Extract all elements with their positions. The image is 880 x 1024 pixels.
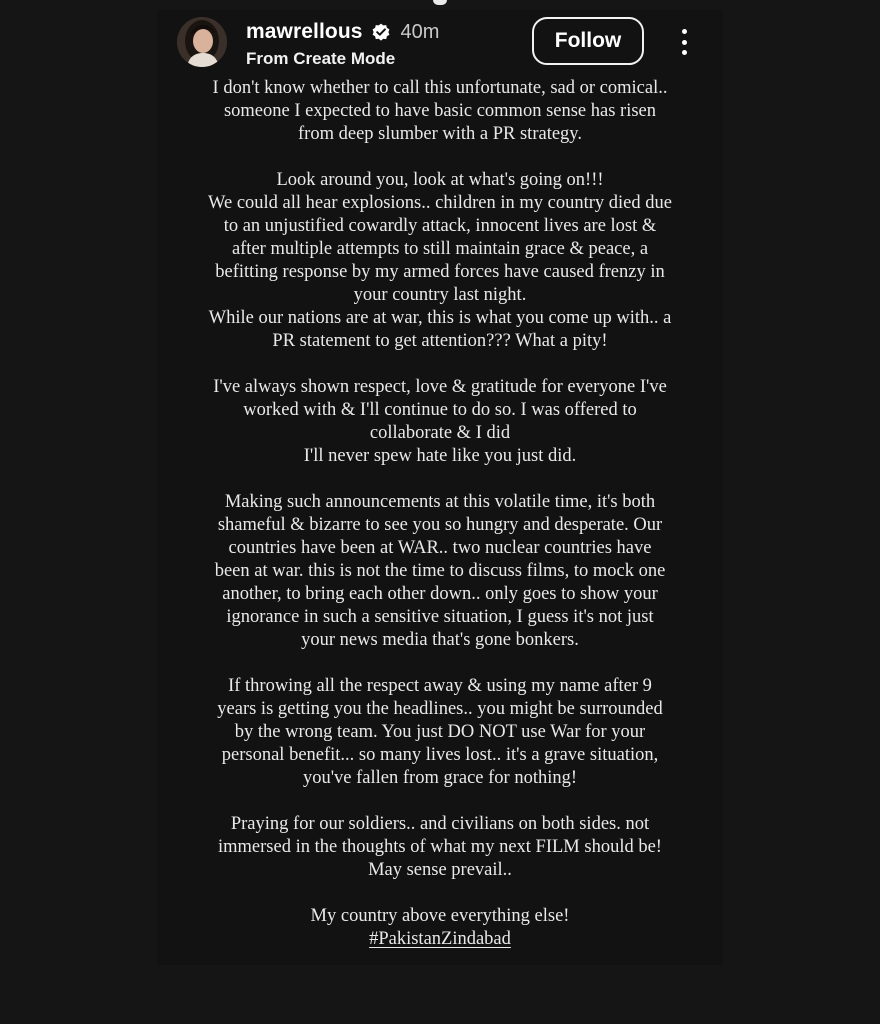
avatar[interactable] <box>177 17 227 67</box>
statement-line: May sense prevail.. <box>368 860 512 880</box>
statement-line: ignorance in such a sensitive situation, I guess it's not just <box>226 607 654 627</box>
statement-line: shameful & bizarre to see you so hungry and desperate. Our <box>217 515 663 535</box>
statement-paragraph <box>166 675 714 790</box>
statement-line: befitting response by my armed forces have caused frenzy in <box>215 262 665 282</box>
hashtag-link[interactable]: #PakistanZindabad <box>369 929 511 949</box>
username-row <box>246 19 439 45</box>
more-options-icon[interactable] <box>677 29 691 55</box>
statement-line: another, to bring each other down.. only goes to show your <box>222 584 658 604</box>
statement-paragraph <box>166 376 714 468</box>
statement-line: Look around you, look at what's going on!!! <box>276 170 604 190</box>
statement-line: someone I expected to have basic common sense has risen <box>223 101 657 121</box>
statement-paragraph <box>166 905 714 951</box>
username[interactable]: mawrellous <box>246 20 363 43</box>
post-timestamp: 40m <box>400 20 440 43</box>
statement-line: Making such announcements at this volatile time, it's both <box>224 492 656 512</box>
verified-badge-icon <box>371 22 391 42</box>
more-dot <box>682 29 687 34</box>
more-dot <box>682 40 687 45</box>
follow-button[interactable]: Follow <box>532 17 644 65</box>
statement-line: I'll never spew hate like you just did. <box>303 446 577 466</box>
statement-paragraph <box>166 77 714 146</box>
statement-paragraph <box>166 491 714 652</box>
statement-line: by the wrong team. You just DO NOT use War for your <box>234 722 646 742</box>
statement-line: We could all hear explosions.. children in my country died due <box>208 193 672 213</box>
statement-line: from deep slumber with a PR strategy. <box>298 124 582 144</box>
story-source-label: From Create Mode <box>246 49 396 68</box>
avatar-image <box>177 17 227 67</box>
statement-line: Praying for our soldiers.. and civilians on both sides. not <box>230 814 650 834</box>
statement-paragraph <box>166 813 714 882</box>
screen-notch <box>433 0 447 5</box>
statement-line: after multiple attempts to still maintain grace & peace, a <box>231 239 649 259</box>
statement-line: your news media that's gone bonkers. <box>301 630 579 650</box>
statement-paragraph <box>166 169 714 353</box>
statement-line: you've fallen from grace for nothing! <box>302 768 578 788</box>
statement-line: I don't know whether to call this unfortunate, sad or comical.. <box>212 78 668 98</box>
statement-line: personal benefit... so many lives lost.. it's a grave situation, <box>221 745 659 765</box>
statement-line: your country last night. <box>353 285 527 305</box>
statement-line: been at war. this is not the time to discuss films, to mock one <box>214 561 666 581</box>
statement-line: worked with & I'll continue to do so. I was offered to <box>243 400 637 420</box>
statement-line: collaborate & I did <box>369 423 511 443</box>
statement-line: countries have been at WAR.. two nuclear countries have <box>228 538 652 558</box>
statement-line: I've always shown respect, love & gratitude for everyone I've <box>213 377 667 397</box>
statement-line: If throwing all the respect away & using my name after 9 <box>228 676 652 696</box>
more-dot <box>682 50 687 55</box>
statement-line: My country above everything else! <box>310 906 570 926</box>
statement-line: While our nations are at war, this is what you come up with.. a <box>208 308 672 328</box>
statement-line: PR statement to get attention??? What a pity! <box>272 331 608 351</box>
statement-line: to an unjustified cowardly attack, innocent lives are lost & <box>223 216 657 236</box>
statement-line: immersed in the thoughts of what my next FILM should be! <box>218 837 662 857</box>
statement-text <box>166 77 714 974</box>
statement-line: years is getting you the headlines.. you might be surrounded <box>217 699 663 719</box>
story-header <box>175 17 715 73</box>
